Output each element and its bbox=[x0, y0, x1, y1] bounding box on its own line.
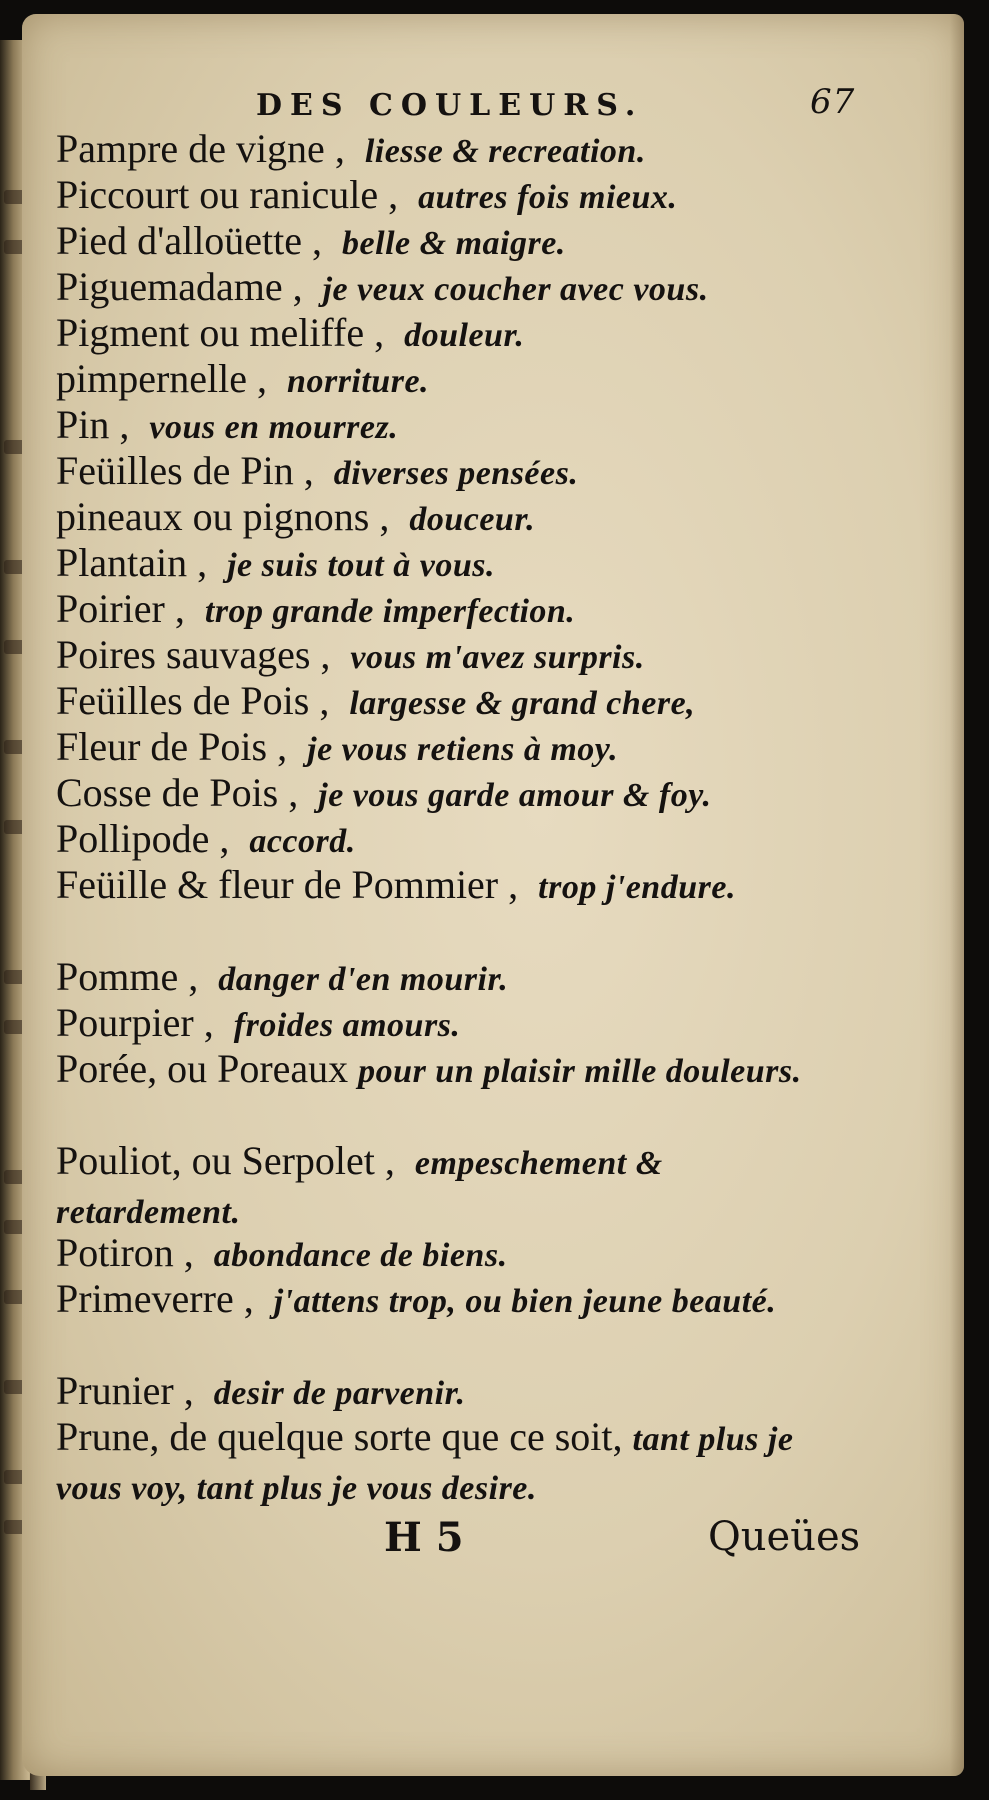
plant-meaning: autres fois mieux. bbox=[418, 179, 678, 216]
plant-name: Piguemadame bbox=[56, 264, 283, 309]
entry: Potiron , abondance de biens. bbox=[56, 1230, 508, 1275]
plant-meaning: danger d'en mourir. bbox=[218, 961, 509, 998]
entry: Plantain , je suis tout à vous. bbox=[56, 540, 495, 585]
entry: Primeverre , j'attens trop, ou bien jeune beauté. bbox=[56, 1276, 777, 1321]
plant-name: Primeverre bbox=[56, 1276, 234, 1321]
plant-name: Poires sauvages bbox=[56, 632, 311, 677]
plant-meaning: je vous garde amour & foy. bbox=[318, 777, 712, 814]
entry: Pouliot, ou Serpolet , empeschement & retardement. bbox=[56, 1138, 663, 1231]
entry: pimpernelle , norriture. bbox=[56, 356, 430, 401]
entry: Prunier , desir de parvenir. bbox=[56, 1368, 466, 1413]
plant-meaning: trop grande imperfection. bbox=[204, 593, 576, 630]
plant-name: Pin bbox=[56, 402, 110, 447]
entry: pineaux ou pignons , douceur. bbox=[56, 494, 536, 539]
entry: Pomme , danger d'en mourir. bbox=[56, 954, 509, 999]
entry: Pollipode , accord. bbox=[56, 816, 356, 861]
plant-name: Pouliot, ou Serpolet bbox=[56, 1138, 375, 1183]
plant-meaning: belle & maigre. bbox=[342, 225, 566, 262]
entry: Cosse de Pois , je vous garde amour & foy. bbox=[56, 770, 712, 815]
plant-meaning: je vous retiens à moy. bbox=[307, 731, 619, 768]
plant-name: Poirier bbox=[56, 586, 165, 631]
entry: Pampre de vigne , liesse & recreation. bbox=[56, 126, 646, 171]
entry bbox=[56, 1414, 856, 1506]
plant-name: Pied d'alloüette bbox=[56, 218, 303, 263]
plant-meaning: trop j'endure. bbox=[538, 869, 736, 906]
plant-meaning: liesse & recreation. bbox=[364, 133, 646, 170]
plant-meaning: accord. bbox=[249, 823, 356, 860]
page-footer bbox=[56, 1510, 861, 1562]
plant-name: Pomme bbox=[56, 954, 179, 999]
entry: Feüilles de Pin , diverses pensées. bbox=[56, 448, 579, 493]
page-text bbox=[56, 80, 861, 1562]
page-number: 67 bbox=[810, 82, 856, 122]
running-head bbox=[56, 80, 856, 126]
plant-name: Potiron bbox=[56, 1230, 174, 1275]
plant-name: Cosse de Pois bbox=[56, 770, 279, 815]
plant-name: Prune, de quelque sorte que ce soit, bbox=[56, 1414, 623, 1459]
plant-name: Feüilles de Pin bbox=[56, 448, 294, 493]
entry: Poirier , trop grande imperfection. bbox=[56, 586, 576, 631]
entry: Pourpier , froides amours. bbox=[56, 1000, 461, 1045]
entry bbox=[56, 1046, 856, 1138]
plant-name: Prunier bbox=[56, 1368, 174, 1413]
plant-meaning: desir de parvenir. bbox=[213, 1375, 466, 1412]
plant-meaning: vous en mourrez. bbox=[149, 409, 399, 446]
plant-meaning: douleur. bbox=[404, 317, 525, 354]
entry: Pigment ou meliffe , douleur. bbox=[56, 310, 525, 355]
entry: Piccourt ou ranicule , autres fois mieux. bbox=[56, 172, 678, 217]
plant-meaning: je suis tout à vous. bbox=[227, 547, 495, 584]
entry: Feüille & fleur de Pommier , trop j'endure. bbox=[56, 862, 736, 907]
plant-meaning: abondance de biens. bbox=[213, 1237, 508, 1274]
entry: Pied d'alloüette , belle & maigre. bbox=[56, 218, 566, 263]
plant-name: Porée, ou Poreaux bbox=[56, 1046, 349, 1091]
entry: Feüilles de Pois , largesse & grand chere, bbox=[56, 678, 696, 723]
plant-meaning: pour un plaisir mille douleurs. bbox=[358, 1053, 802, 1090]
plant-name: Fleur de Pois bbox=[56, 724, 268, 769]
plant-name: Piccourt ou ranicule bbox=[56, 172, 379, 217]
plant-meaning: empeschement & retardement. bbox=[56, 1145, 663, 1231]
plant-meaning: j'attens trop, ou bien jeune beauté. bbox=[273, 1283, 777, 1320]
entry: Fleur de Pois , je vous retiens à moy. bbox=[56, 724, 619, 769]
plant-meaning: froides amours. bbox=[233, 1007, 461, 1044]
entry: Pin , vous en mourrez. bbox=[56, 402, 399, 447]
plant-meaning: je veux coucher avec vous. bbox=[322, 271, 709, 308]
plant-name: Plantain bbox=[56, 540, 188, 585]
plant-name: Pigment ou meliffe bbox=[56, 310, 365, 355]
plant-name: pimpernelle bbox=[56, 356, 248, 401]
book-page bbox=[22, 14, 964, 1776]
plant-meaning: norriture. bbox=[287, 363, 430, 400]
plant-meaning: vous m'avez surpris. bbox=[350, 639, 645, 676]
plant-meaning: douceur. bbox=[409, 501, 536, 538]
plant-meaning: largesse & grand chere, bbox=[349, 685, 696, 722]
entry: Piguemadame , je veux coucher avec vous. bbox=[56, 264, 709, 309]
plant-name: pineaux ou pignons bbox=[56, 494, 370, 539]
plant-meaning: tant plus je vous voy, tant plus je vous desire. bbox=[56, 1421, 794, 1507]
signature-mark: H 5 bbox=[384, 1514, 464, 1561]
plant-name: Pourpier bbox=[56, 1000, 194, 1045]
entry: Poires sauvages , vous m'avez surpris. bbox=[56, 632, 645, 677]
plant-name: Pollipode bbox=[56, 816, 210, 861]
plant-name: Feüilles de Pois bbox=[56, 678, 310, 723]
plant-meaning: diverses pensées. bbox=[333, 455, 579, 492]
plant-name: Pampre de vigne bbox=[56, 126, 325, 171]
catchword: Queües bbox=[708, 1514, 861, 1560]
page-edge-shadow bbox=[950, 14, 964, 1776]
running-title: DES COULEURS. bbox=[256, 88, 644, 123]
plant-name: Feüille & fleur de Pommier bbox=[56, 862, 499, 907]
